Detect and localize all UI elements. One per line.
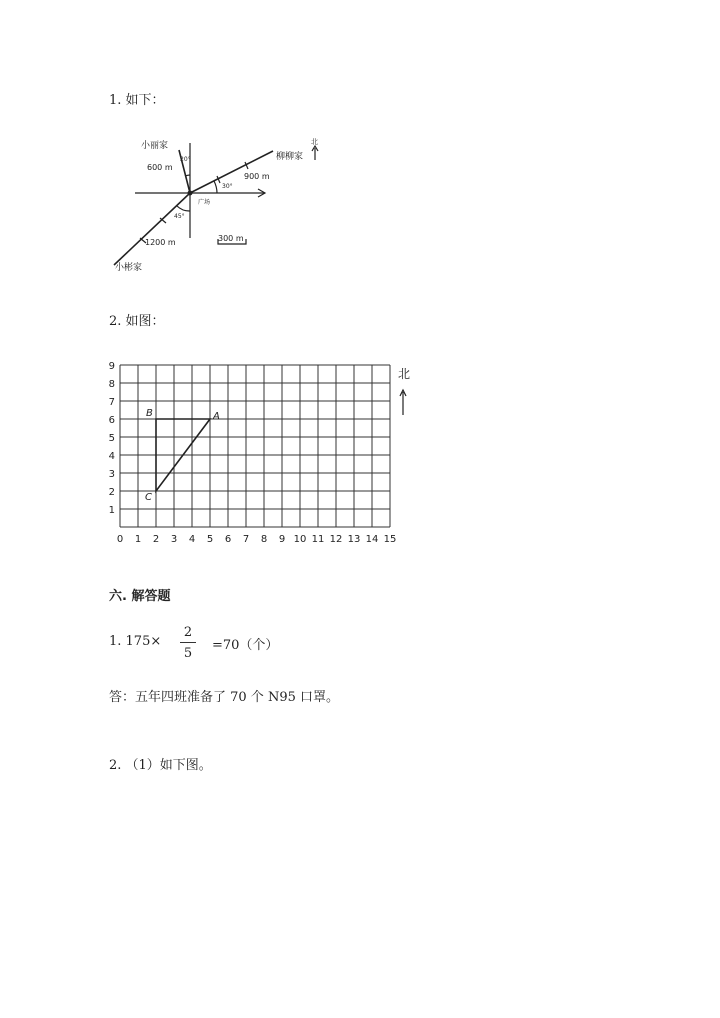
x-tick-label: 11 xyxy=(311,534,325,545)
point-label-c: C xyxy=(145,492,152,503)
grid-lines xyxy=(120,365,390,527)
x-tick-label: 3 xyxy=(170,534,178,545)
y-tick-label: 6 xyxy=(108,415,115,426)
label-300m: 300 m xyxy=(218,234,244,243)
x-tick-labels xyxy=(117,534,397,545)
y-tick-label: 7 xyxy=(108,397,115,408)
x-tick-label: 12 xyxy=(329,534,343,545)
angle-arc-20 xyxy=(185,175,190,176)
x-tick-label: 4 xyxy=(188,534,196,545)
point-label-a: A xyxy=(213,411,220,422)
x-tick-label: 8 xyxy=(260,534,268,545)
question-2-label: 2. 如图： xyxy=(109,314,165,329)
y-tick-labels xyxy=(109,361,115,516)
y-tick-label: 9 xyxy=(108,361,115,372)
question-1-label: 1. 如下： xyxy=(109,93,165,108)
answer-1-prefix: 1. 175× xyxy=(109,634,162,649)
x-tick-label: 14 xyxy=(365,534,379,545)
label-45deg: 45° xyxy=(174,213,185,220)
x-tick-label: 9 xyxy=(278,534,286,545)
answer-1-suffix: =70（个） xyxy=(212,638,279,653)
plaza-point xyxy=(188,191,193,196)
y-tick-label: 5 xyxy=(108,433,115,444)
section-6-heading: 六. 解答题 xyxy=(109,589,171,604)
label-xiaobin: 小彬家 xyxy=(115,263,143,273)
label-xiaoli: 小丽家 xyxy=(141,141,169,151)
y-tick-label: 3 xyxy=(108,469,115,480)
x-tick-label: 13 xyxy=(347,534,361,545)
coordinate-grid xyxy=(100,355,420,550)
label-guangchang: 广场 xyxy=(198,199,211,206)
label-liuliu: 柳柳家 xyxy=(276,152,304,162)
x-tick-label: 7 xyxy=(242,534,250,545)
fraction-numerator: 2 xyxy=(183,625,193,640)
x-tick-label: 2 xyxy=(152,534,160,545)
fraction-two-fifths xyxy=(180,625,196,661)
label-1200m: 1200 m xyxy=(145,238,176,247)
fraction-bar xyxy=(180,642,196,643)
answer-2-label: 2. （1）如下图。 xyxy=(109,758,212,773)
x-tick-label: 10 xyxy=(293,534,307,545)
x-tick-label: 15 xyxy=(383,534,397,545)
x-tick-label: 6 xyxy=(224,534,232,545)
x-tick-label: 0 xyxy=(116,534,124,545)
answer-1-statement: 答：五年四班准备了 70 个 N95 口罩。 xyxy=(109,690,339,705)
fraction-denominator: 5 xyxy=(183,646,193,661)
label-30deg: 30° xyxy=(222,183,233,190)
y-tick-label: 2 xyxy=(108,487,115,498)
label-600m: 600 m xyxy=(147,163,173,172)
map-line-xiaobin xyxy=(114,193,190,265)
y-tick-label: 8 xyxy=(108,379,115,390)
point-label-b: B xyxy=(146,408,153,419)
x-tick-label: 5 xyxy=(206,534,214,545)
x-tick-label: 1 xyxy=(134,534,142,545)
direction-map-diagram xyxy=(105,128,335,278)
label-north-small: 北 xyxy=(311,138,318,146)
y-tick-label: 1 xyxy=(108,505,115,516)
label-20deg: 20° xyxy=(180,156,191,163)
angle-arc-30 xyxy=(214,181,217,193)
angle-arc-45 xyxy=(177,206,190,211)
label-900m: 900 m xyxy=(244,172,270,181)
y-tick-label: 4 xyxy=(108,451,115,462)
grid-north-label: 北 xyxy=(398,367,411,381)
